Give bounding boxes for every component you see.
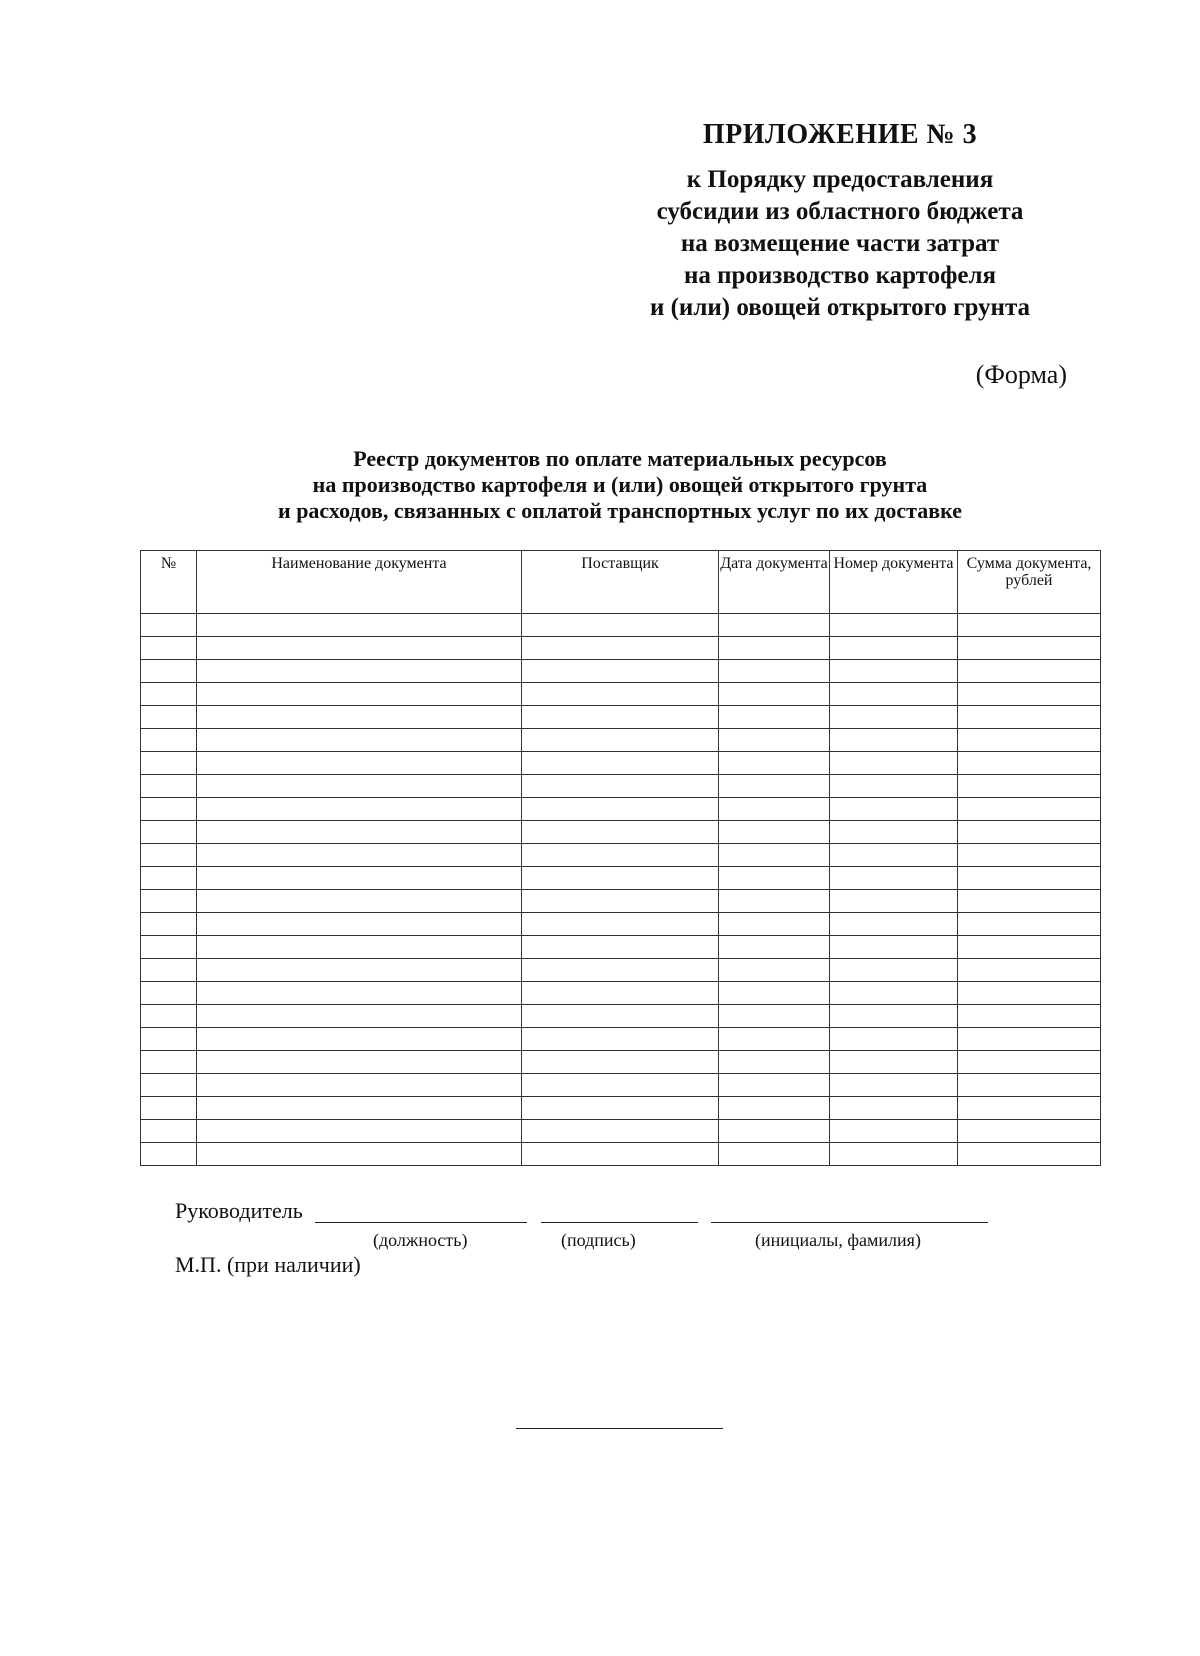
form-label: (Форма): [975, 360, 1067, 389]
table-cell: [141, 1051, 197, 1074]
table-cell: [522, 752, 719, 775]
table-body: [141, 614, 1101, 1166]
table-cell: [141, 614, 197, 637]
table-cell: [719, 890, 830, 913]
table-cell: [830, 683, 958, 706]
table-cell: [958, 752, 1101, 775]
table-row: [141, 706, 1101, 729]
head-label: Руководитель: [175, 1198, 303, 1223]
table-cell: [830, 1074, 958, 1097]
table-row: [141, 1074, 1101, 1097]
table-row: [141, 752, 1101, 775]
registry-title: [140, 446, 1100, 524]
table-cell: [830, 867, 958, 890]
table-cell: [958, 890, 1101, 913]
table-cell: [958, 913, 1101, 936]
appendix-line: субсидии из областного бюджета: [656, 198, 1024, 225]
table-cell: [141, 798, 197, 821]
table-cell: [830, 959, 958, 982]
table-cell: [958, 1051, 1101, 1074]
table-cell: [197, 637, 522, 660]
name-caption: (инициалы, фамилия): [755, 1230, 921, 1250]
table-cell: [719, 775, 830, 798]
table-cell: [719, 959, 830, 982]
table-cell: [522, 959, 719, 982]
appendix-line: к Порядку предоставления: [686, 166, 994, 193]
table-cell: [197, 844, 522, 867]
registry-title-line: и расходов, связанных с оплатой транспортных услуг по их доставке: [278, 498, 962, 523]
table-cell: [958, 637, 1101, 660]
table-cell: [830, 660, 958, 683]
table-row: [141, 1005, 1101, 1028]
appendix-title: ПРИЛОЖЕНИЕ № 3: [702, 119, 978, 150]
table-cell: [958, 1143, 1101, 1166]
table-cell: [830, 706, 958, 729]
table-cell: [958, 660, 1101, 683]
table-row: [141, 936, 1101, 959]
table-cell: [197, 1005, 522, 1028]
table-cell: [197, 959, 522, 982]
table-cell: [522, 614, 719, 637]
table-cell: [719, 1074, 830, 1097]
table-cell: [141, 867, 197, 890]
table-cell: [830, 1143, 958, 1166]
table-cell: [141, 1143, 197, 1166]
table-row: [141, 683, 1101, 706]
table-cell: [197, 614, 522, 637]
table-cell: [830, 1097, 958, 1120]
signature-caption: (подпись): [561, 1230, 636, 1250]
table-cell: [719, 752, 830, 775]
table-cell: [141, 637, 197, 660]
signature-block: [175, 1198, 1035, 1250]
table-cell: [197, 1051, 522, 1074]
table-cell: [522, 729, 719, 752]
position-line: [315, 1222, 527, 1223]
table-cell: [958, 867, 1101, 890]
registry-title-line: Реестр документов по оплате материальных ресурсов: [353, 446, 887, 471]
table-cell: [830, 1120, 958, 1143]
table-cell: [830, 982, 958, 1005]
table-cell: [719, 1028, 830, 1051]
table-cell: [141, 752, 197, 775]
table-cell: [958, 798, 1101, 821]
table-cell: [719, 1097, 830, 1120]
table-cell: [958, 683, 1101, 706]
table-cell: [830, 1028, 958, 1051]
table-cell: [830, 752, 958, 775]
table-cell: [522, 913, 719, 936]
table-cell: [958, 706, 1101, 729]
table-cell: [719, 614, 830, 637]
table-cell: [719, 1120, 830, 1143]
table-row: [141, 1143, 1101, 1166]
table-cell: [197, 752, 522, 775]
table-cell: [719, 1051, 830, 1074]
table-cell: [522, 1120, 719, 1143]
appendix-line: и (или) овощей открытого грунта: [649, 294, 1031, 321]
table-cell: [197, 1097, 522, 1120]
table-cell: [197, 1074, 522, 1097]
table-cell: [522, 1028, 719, 1051]
table-cell: [141, 821, 197, 844]
table-cell: [197, 936, 522, 959]
table-cell: [958, 821, 1101, 844]
name-line: [711, 1222, 988, 1223]
table-row: [141, 660, 1101, 683]
table-cell: [141, 1074, 197, 1097]
table-cell: [197, 1120, 522, 1143]
table-cell: [719, 936, 830, 959]
table-cell: [522, 890, 719, 913]
table-row: [141, 913, 1101, 936]
column-header-document-name: Наименование документа: [197, 551, 522, 614]
table-row: [141, 798, 1101, 821]
table-cell: [719, 821, 830, 844]
position-caption: (должность): [373, 1230, 468, 1250]
signature-row: [175, 1198, 1035, 1250]
table-cell: [522, 798, 719, 821]
table-row: [141, 729, 1101, 752]
table-cell: [719, 706, 830, 729]
table-cell: [719, 913, 830, 936]
table-cell: [197, 798, 522, 821]
registry-title-line: на производство картофеля и (или) овощей открытого грунта: [312, 472, 928, 497]
table-cell: [141, 775, 197, 798]
table-cell: [141, 683, 197, 706]
table-cell: [719, 844, 830, 867]
table-row: [141, 1051, 1101, 1074]
table-cell: [830, 936, 958, 959]
table-cell: [197, 729, 522, 752]
table-cell: [197, 890, 522, 913]
table-cell: [958, 982, 1101, 1005]
table-cell: [141, 913, 197, 936]
table-cell: [522, 844, 719, 867]
table-cell: [522, 867, 719, 890]
table-cell: [197, 821, 522, 844]
table-cell: [830, 1005, 958, 1028]
table-cell: [830, 913, 958, 936]
table-row: [141, 821, 1101, 844]
table-row: [141, 1120, 1101, 1143]
table-cell: [522, 1005, 719, 1028]
table-cell: [141, 890, 197, 913]
table-cell: [522, 936, 719, 959]
table-cell: [522, 1074, 719, 1097]
table-cell: [141, 729, 197, 752]
table-cell: [522, 1051, 719, 1074]
appendix-line: на производство картофеля: [683, 262, 997, 289]
appendix-block: [600, 118, 1080, 324]
table-cell: [522, 1143, 719, 1166]
table-cell: [197, 1028, 522, 1051]
column-header-document-sum: Сумма документа, рублей: [958, 551, 1101, 614]
table-cell: [958, 1028, 1101, 1051]
table-cell: [197, 982, 522, 1005]
table-cell: [958, 1074, 1101, 1097]
table-cell: [719, 729, 830, 752]
table-cell: [958, 1005, 1101, 1028]
table-cell: [522, 683, 719, 706]
table-cell: [141, 1097, 197, 1120]
table-cell: [958, 936, 1101, 959]
table-cell: [830, 821, 958, 844]
column-header-supplier: Поставщик: [522, 551, 719, 614]
table-cell: [958, 614, 1101, 637]
table-cell: [719, 660, 830, 683]
registry-table: [140, 550, 1101, 1166]
table-cell: [958, 959, 1101, 982]
table-row: [141, 959, 1101, 982]
table-cell: [141, 982, 197, 1005]
table-row: [141, 867, 1101, 890]
table-cell: [522, 706, 719, 729]
appendix-line: на возмещение части затрат: [680, 230, 1000, 257]
table-cell: [522, 821, 719, 844]
table-cell: [197, 706, 522, 729]
table-cell: [719, 867, 830, 890]
table-cell: [197, 1143, 522, 1166]
table-cell: [830, 614, 958, 637]
table-cell: [958, 844, 1101, 867]
table-header-row: [141, 551, 1101, 614]
table-cell: [958, 1120, 1101, 1143]
table-cell: [141, 660, 197, 683]
table-cell: [197, 683, 522, 706]
table-cell: [719, 1143, 830, 1166]
table-row: [141, 982, 1101, 1005]
table-cell: [958, 1097, 1101, 1120]
column-header-number: №: [141, 551, 197, 614]
table-cell: [830, 637, 958, 660]
table-row: [141, 844, 1101, 867]
table-cell: [141, 959, 197, 982]
table-cell: [830, 890, 958, 913]
table-cell: [719, 982, 830, 1005]
table-cell: [197, 660, 522, 683]
column-header-document-date: Дата документа: [719, 551, 830, 614]
table-cell: [141, 1120, 197, 1143]
table-cell: [197, 867, 522, 890]
table-cell: [719, 683, 830, 706]
table-cell: [522, 637, 719, 660]
table-cell: [719, 1005, 830, 1028]
table-cell: [141, 936, 197, 959]
table-row: [141, 775, 1101, 798]
table-cell: [958, 729, 1101, 752]
column-header-document-number: Номер документа: [830, 551, 958, 614]
table-row: [141, 1097, 1101, 1120]
table-cell: [830, 775, 958, 798]
table-cell: [830, 1051, 958, 1074]
signature-line: [541, 1222, 698, 1223]
table-cell: [141, 1005, 197, 1028]
table-cell: [141, 1028, 197, 1051]
table-cell: [522, 982, 719, 1005]
table-cell: [522, 1097, 719, 1120]
table-cell: [958, 775, 1101, 798]
table-cell: [830, 729, 958, 752]
table-cell: [197, 913, 522, 936]
table-cell: [830, 844, 958, 867]
table-cell: [141, 706, 197, 729]
table-cell: [522, 775, 719, 798]
stamp-note: М.П. (при наличии): [175, 1252, 361, 1277]
table-cell: [522, 660, 719, 683]
table-row: [141, 1028, 1101, 1051]
table-cell: [719, 798, 830, 821]
table-cell: [830, 798, 958, 821]
table-row: [141, 637, 1101, 660]
table-row: [141, 614, 1101, 637]
table-row: [141, 890, 1101, 913]
footer-divider: [516, 1428, 723, 1429]
table-cell: [197, 775, 522, 798]
table-cell: [141, 844, 197, 867]
table-cell: [719, 637, 830, 660]
